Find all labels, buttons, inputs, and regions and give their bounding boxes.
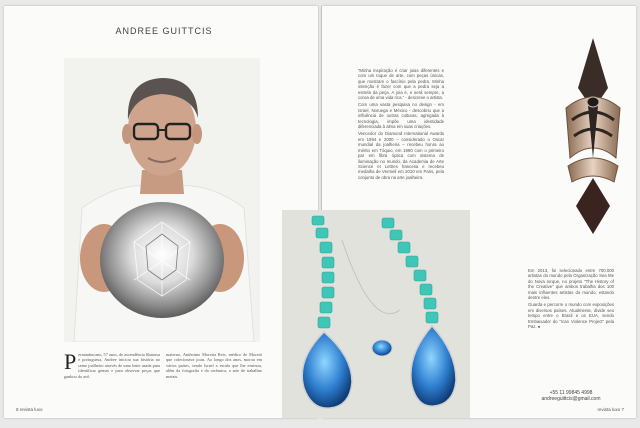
contact-email: andreeguittcis@gmail.com: [541, 396, 601, 402]
portrait-photo: [64, 58, 260, 342]
dropcap: P: [64, 349, 77, 374]
paragraph-3: Vencedor do Diamond International Awards em 1994 e 2000 – considerado o Oscar mundial da joalheria – recebeu honra ao mérito em Tóquio, em 1990 com o primeiro par em fibra óptica com sistema de iluminação no mundo, da Academia de Arte Science et Lettres francesa e recebeu medalha de Vermeil em 2010 em Paris, pela conjunto de obra na arte joalheira.: [358, 131, 444, 180]
contact-block: [528, 390, 614, 402]
brooch-jewel: [558, 38, 628, 234]
body-text-col1: ernambucano, 57 anos, de ascendência libanesa e portuguesa, Andree iniciou sua história no ramo joalheiro através de uma lente usada para identificar gemas e para observar peças que ganhou do avô.: [64, 352, 160, 379]
article-title: ANDREE GUITTCIS: [115, 26, 213, 36]
paragraph-5: Guarda e percorre o mundo com exposições em diversos países. Atualmente, divide seu tempo entre o Brasil e os EUA, sendo Embaixador do "Ican Violence Project" pela Paz. ●: [528, 302, 614, 330]
left-page: [4, 6, 318, 418]
folio-right: revista luxo 7: [597, 407, 624, 412]
contact-phone: +55 11 99845 4998: [549, 390, 593, 396]
folio-left: 8 revista luxo: [16, 407, 43, 412]
body-column-1: [64, 349, 160, 379]
body-text-col2: materno, Antônimo Moreira Reis, médico de Maceió que colecionava joias. Ao longo dos anos, morou em vários países, sendo Israel a escala que lhe ensinou, além da fotografia e da cerâmica, a arte de trabalhar metais.: [166, 352, 262, 379]
necklace-photo: [282, 210, 470, 418]
right-column-top: [358, 68, 444, 182]
paragraph-2: Com uma vasta pesquisa no design - em Israel, Noruega e México - descobriu que a influência de outras culturas, agregada à tecnologia, impõe uma identidade diferenciada à alma em suas criações.: [358, 102, 444, 130]
body-column-2: [166, 352, 262, 379]
right-column-bottom: [528, 268, 614, 331]
paragraph-4: Em 2013, foi selecionado entre 700.000 artistas do mundo pela Organização Sea Me do Nova Iorque, no projeto "The History of the Creative" que ambos trabalha dos 100 mais influentes artistas do mundo, estando dentre eles.: [528, 268, 614, 301]
quote-paragraph: “Minha inspiração é criar joias diferentes e com um toque de arte, com peças únicas, que mostram o fascínio pela pedra. Minha intenção é fazer com que a pedra seja a estrela da peça. A joia é, e será sempre, a coroa de uma vida rica.” - descreve o artista.: [358, 68, 444, 101]
